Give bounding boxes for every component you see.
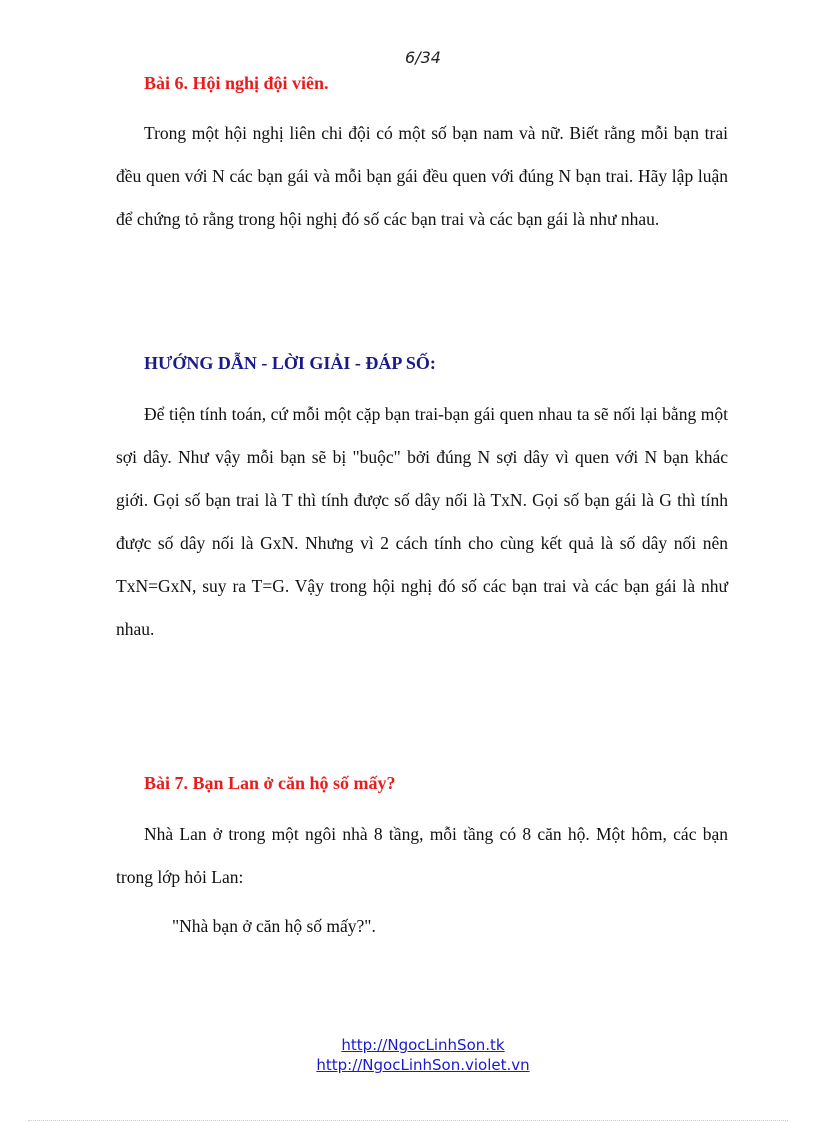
footer-link-tk[interactable]: http://NgocLinhSon.tk [341, 1036, 505, 1054]
problem-7-body: Nhà Lan ở trong một ngôi nhà 8 tầng, mỗi tầng có 8 căn hộ. Một hôm, các bạn trong lớp hỏi Lan: [116, 824, 728, 887]
page-number: 6/34 [405, 48, 441, 67]
footer-link-violet[interactable]: http://NgocLinhSon.violet.vn [316, 1056, 530, 1074]
solution-title: HƯỚNG DẪN - LỜI GIẢI - ĐÁP SỐ: [144, 353, 436, 373]
problem-6-body: Trong một hội nghị liên chi đội có một số bạn nam và nữ. Biết rằng mỗi bạn trai đều quen với N các bạn gái và mỗi bạn gái đều quen với đúng N bạn trai. Hãy lập luận để chứng tỏ rằng trong hội nghị đó số các bạn trai và các bạn gái là như nhau. [116, 123, 728, 229]
page-bottom-divider [28, 1120, 788, 1121]
problem-7-title: Bài 7. Bạn Lan ở căn hộ số mấy? [144, 773, 396, 793]
problem-6-title: Bài 6. Hội nghị đội viên. [144, 73, 329, 93]
solution-body: Để tiện tính toán, cứ mỗi một cặp bạn trai-bạn gái quen nhau ta sẽ nối lại bằng một sợi dây. Như vậy mỗi bạn sẽ bị "buộc" bởi đúng N sợi dây vì quen với N bạn khác giới. Gọi số bạn trai là T thì tính được số dây nối là TxN. Gọi số bạn gái là G thì tính được số dây nối là GxN. Nhưng vì 2 cách tính cho cùng kết quả là số dây nối nên TxN=GxN, suy ra T=G. Vậy trong hội nghị đó số các bạn trai và các bạn gái là như nhau. [116, 404, 728, 639]
problem-7-quote: "Nhà bạn ở căn hộ số mấy?". [172, 916, 376, 936]
